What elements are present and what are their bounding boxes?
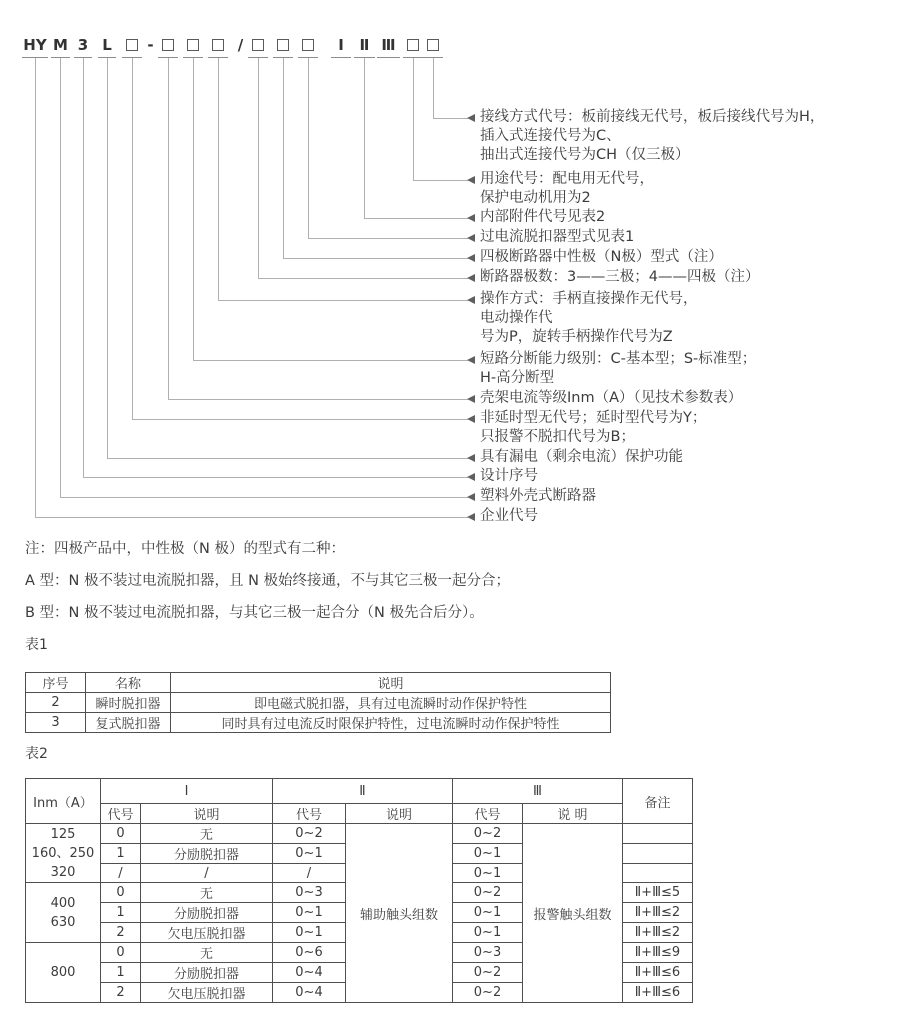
code-box-slot — [210, 36, 226, 54]
table1-cell: 2 — [26, 693, 86, 713]
connector-line — [413, 180, 468, 181]
table2-cell-code: 0 — [101, 943, 141, 963]
code-character: L — [102, 36, 112, 54]
connector-line — [308, 238, 468, 239]
table2-cell-desc: 无 — [141, 824, 273, 844]
callout-line: 只报警不脱扣代号为B； — [480, 429, 635, 445]
code-underline — [331, 57, 351, 58]
code-box — [162, 39, 174, 51]
callout — [480, 350, 756, 388]
table2-cell-remark — [623, 844, 693, 864]
callout — [480, 290, 698, 347]
callout-line: 企业代号 — [480, 508, 538, 524]
code-character: Ⅰ — [338, 36, 344, 54]
table2-cell-aux-code: 0~4 — [273, 983, 346, 1003]
table1-cell: 同时具有过电流反时限保护特性，过电流瞬时动作保护特性 — [171, 713, 611, 733]
connector-line — [107, 58, 108, 458]
callout — [480, 268, 759, 287]
callout-line: 塑料外壳式断路器 — [480, 488, 596, 504]
table2-cell-aux-code: 0~1 — [273, 844, 346, 864]
table2-subheader-cell: 代号 — [101, 804, 141, 824]
table2-cell-aux-code: 0~1 — [273, 903, 346, 923]
table2-cell-remark: Ⅱ+Ⅲ≤5 — [623, 883, 693, 903]
table1-header-cell: 序号 — [26, 673, 86, 693]
code-box — [126, 39, 138, 51]
table1-title: 表1 — [25, 637, 48, 653]
table2-cell-code: 2 — [101, 923, 141, 943]
table2-cell-desc: 无 — [141, 883, 273, 903]
arrow-left-icon — [467, 454, 475, 462]
callout — [480, 170, 654, 208]
table2-cell-desc: 无 — [141, 943, 273, 963]
callout-line: 断路器极数：3——三极；4——四极（注） — [480, 269, 760, 285]
table2-cell-aux-code: / — [273, 864, 346, 883]
connector-line — [283, 258, 468, 259]
callout — [480, 409, 706, 447]
arrow-left-icon — [467, 296, 475, 304]
table2-header-group: Ⅰ — [101, 779, 273, 804]
code-character: M — [53, 36, 68, 54]
table2-cell-alarm-code: 0~3 — [453, 943, 523, 963]
table2-cell-remark: Ⅱ+Ⅲ≤6 — [623, 963, 693, 983]
callout-line: 壳架电流等级Inm（A）（见技术参数表） — [480, 390, 743, 406]
table1-header-row — [26, 673, 611, 693]
table2-cell-remark: Ⅱ+Ⅲ≤2 — [623, 903, 693, 923]
table2-subheader-cell: 说明 — [346, 804, 453, 824]
code-box-slot — [425, 36, 441, 54]
table2-subheader-cell: 代号 — [453, 804, 523, 824]
code-box-slot — [160, 36, 176, 54]
code-box-slot — [124, 36, 140, 54]
inm-line: 630 — [50, 914, 76, 930]
table2-header-row-2 — [26, 804, 693, 824]
table2-header-inm: Inm（A） — [26, 779, 101, 824]
table2-cell-desc: 分励脱扣器 — [141, 844, 273, 864]
callout-line: 接线方式代号：板前接线无代号，板后接线代号为H， — [480, 109, 825, 125]
table2-cell-aux-code: 0~4 — [273, 963, 346, 983]
inm-line: 400 — [50, 895, 76, 911]
code-box — [212, 39, 224, 51]
connector-line — [83, 58, 84, 477]
code-character: Ⅱ — [359, 36, 370, 54]
table2-cell-desc: 分励脱扣器 — [141, 903, 273, 923]
callout-line: 插入式连接代号为C、 — [480, 128, 621, 144]
inm-line: 320 — [50, 864, 76, 880]
table2-head — [26, 779, 693, 824]
table2-cell-alarm-code: 0~2 — [453, 963, 523, 983]
callout — [480, 248, 723, 267]
arrow-left-icon — [467, 176, 475, 184]
callout — [480, 487, 596, 506]
table2-body — [26, 824, 693, 1003]
code-box — [427, 39, 439, 51]
table2-cell-aux-code: 0~1 — [273, 923, 346, 943]
code-underline — [377, 57, 400, 58]
connector-line — [258, 58, 259, 278]
arrow-left-icon — [467, 415, 475, 423]
arrow-left-icon — [467, 114, 475, 122]
callout — [480, 228, 634, 247]
inm-line: 800 — [50, 965, 76, 980]
table2-cell-code: 2 — [101, 983, 141, 1003]
code-box — [187, 39, 199, 51]
callout-line: 电动操作代 — [480, 310, 553, 326]
table2-header-group: Ⅲ — [453, 779, 623, 804]
connector-line — [60, 58, 61, 497]
table1-cell: 复式脱扣器 — [86, 713, 171, 733]
callout-line: 保护电动机用为2 — [480, 190, 591, 206]
callout-line: 非延时型无代号；延时型代号为Y； — [480, 410, 707, 426]
connector-line — [35, 58, 36, 517]
table2-cell-aux-code: 0~2 — [273, 824, 346, 844]
callout — [480, 448, 683, 467]
table2-cell-alarm-code: 0~1 — [453, 903, 523, 923]
table2-cell-aux-code: 0~3 — [273, 883, 346, 903]
connector-line — [364, 218, 468, 219]
callout-line: 四极断路器中性极（N极）型式（注） — [480, 249, 723, 265]
callout-line: 抽出式连接代号为CH（仅三极） — [480, 147, 690, 163]
table2-header-row-1 — [26, 779, 693, 804]
table2-cell-alarm-code: 0~1 — [453, 923, 523, 943]
callout-line: 用途代号：配电用无代号， — [480, 171, 654, 187]
table2-cell-code: 0 — [101, 883, 141, 903]
callout-line: 过电流脱扣器型式见表1 — [480, 229, 635, 245]
arrow-left-icon — [467, 513, 475, 521]
table1-body — [26, 693, 611, 733]
table1-head — [26, 673, 611, 693]
table1-cell: 瞬时脱扣器 — [86, 693, 171, 713]
table2-aux-label-cell: 辅助触头组数 — [346, 824, 453, 1003]
table2-header-remark: 备注 — [623, 779, 693, 824]
connector-line — [132, 58, 133, 419]
connector-line — [168, 58, 169, 399]
table2-cell-remark: Ⅱ+Ⅲ≤6 — [623, 983, 693, 1003]
table2-cell-alarm-code: 0~1 — [453, 844, 523, 864]
table2-cell-code: 1 — [101, 963, 141, 983]
connector-line — [364, 58, 365, 218]
arrow-left-icon — [467, 234, 475, 242]
callout — [480, 389, 742, 408]
table2-cell-code: / — [101, 864, 141, 883]
table2-row — [26, 824, 693, 844]
callout — [480, 507, 538, 526]
arrow-left-icon — [467, 274, 475, 282]
note-type-b: B 型：N 极不装过电流脱扣器，与其它三极一起合分（N 极先合后分）。 — [25, 605, 484, 621]
table2-cell-desc: 欠电压脱扣器 — [141, 983, 273, 1003]
code-box — [252, 39, 264, 51]
callout — [480, 467, 538, 486]
connector-line — [308, 58, 309, 238]
code-box-slot — [275, 36, 291, 54]
table2-cell-remark: Ⅱ+Ⅲ≤2 — [623, 923, 693, 943]
callout-line: 具有漏电（剩余电流）保护功能 — [480, 449, 683, 465]
table1-row — [26, 693, 611, 713]
callout-line: 操作方式：手柄直接操作无代号， — [480, 291, 698, 307]
table1-header-cell: 名称 — [86, 673, 171, 693]
table2-cell-desc: / — [141, 864, 273, 883]
table2-inm-cell — [26, 824, 101, 883]
table1-cell: 3 — [26, 713, 86, 733]
table2-header-group: Ⅱ — [273, 779, 453, 804]
connector-line — [218, 300, 468, 301]
arrow-left-icon — [467, 493, 475, 501]
table2 — [25, 778, 693, 1003]
table1-cell: 即电磁式脱扣器，具有过电流瞬时动作保护特性 — [171, 693, 611, 713]
callout — [480, 108, 824, 165]
code-box-slot — [185, 36, 201, 54]
arrow-left-icon — [467, 254, 475, 262]
table2-alarm-label-cell: 报警触头组数 — [523, 824, 623, 1003]
arrow-left-icon — [467, 473, 475, 481]
table2-cell-aux-code: 0~6 — [273, 943, 346, 963]
inm-line: 125 — [50, 826, 76, 842]
table2-cell-remark: Ⅱ+Ⅲ≤9 — [623, 943, 693, 963]
callout-line: 号为P，旋转手柄操作代号为Z — [480, 329, 673, 345]
table2-cell-remark — [623, 824, 693, 844]
table2-cell-desc: 分励脱扣器 — [141, 963, 273, 983]
code-box — [407, 39, 419, 51]
inm-line: 160、250 — [31, 845, 95, 861]
connector-line — [132, 419, 468, 420]
table2-subheader-cell: 说明 — [141, 804, 273, 824]
arrow-left-icon — [467, 356, 475, 364]
note-heading: 注：四极产品中，中性极（N 极）的型式有二种： — [25, 541, 345, 557]
connector-line — [433, 118, 468, 119]
connector-line — [193, 360, 468, 361]
code-character: - — [147, 36, 154, 54]
note-type-a: A 型：N 极不装过电流脱扣器，且 N 极始终接通，不与其它三极一起分合； — [25, 573, 511, 589]
table2-cell-code: 1 — [101, 903, 141, 923]
table1-row — [26, 713, 611, 733]
table2-subheader-cell: 说 明 — [523, 804, 623, 824]
arrow-left-icon — [467, 395, 475, 403]
table1 — [25, 672, 611, 733]
callout-line: 短路分断能力级别：C-基本型；S-标准型； — [480, 351, 757, 367]
connector-line — [258, 278, 468, 279]
connector-line — [413, 58, 414, 180]
table2-title: 表2 — [25, 746, 48, 762]
callout-line: 设计序号 — [480, 468, 538, 484]
connector-line — [83, 477, 468, 478]
callout-line: 内部附件代号见表2 — [480, 209, 606, 225]
table2-subheader-cell: 代号 — [273, 804, 346, 824]
callout — [480, 208, 605, 227]
code-box-slot — [250, 36, 266, 54]
table2-cell-code: 1 — [101, 844, 141, 864]
code-character: / — [237, 36, 244, 54]
connector-line — [107, 458, 468, 459]
arrow-left-icon — [467, 214, 475, 222]
table2-inm-cell — [26, 943, 101, 1003]
table1-header-cell: 说明 — [171, 673, 611, 693]
code-box-slot — [300, 36, 316, 54]
table2-cell-alarm-code: 0~2 — [453, 883, 523, 903]
code-character: HY — [23, 36, 47, 54]
code-box — [302, 39, 314, 51]
code-box-slot — [405, 36, 421, 54]
table2-cell-alarm-code: 0~2 — [453, 824, 523, 844]
connector-line — [35, 517, 468, 518]
connector-line — [433, 58, 434, 118]
connector-line — [193, 58, 194, 360]
code-character: Ⅲ — [381, 36, 396, 54]
table2-cell-remark — [623, 864, 693, 883]
table2-cell-alarm-code: 0~1 — [453, 864, 523, 883]
connector-line — [60, 497, 468, 498]
code-character: 3 — [77, 36, 89, 54]
table2-cell-alarm-code: 0~2 — [453, 983, 523, 1003]
connector-line — [283, 58, 284, 258]
table2-cell-code: 0 — [101, 824, 141, 844]
callout-line: H-高分断型 — [480, 370, 555, 386]
connector-line — [218, 58, 219, 300]
table2-cell-desc: 欠电压脱扣器 — [141, 923, 273, 943]
table2-inm-cell — [26, 883, 101, 943]
connector-line — [168, 399, 468, 400]
code-box — [277, 39, 289, 51]
